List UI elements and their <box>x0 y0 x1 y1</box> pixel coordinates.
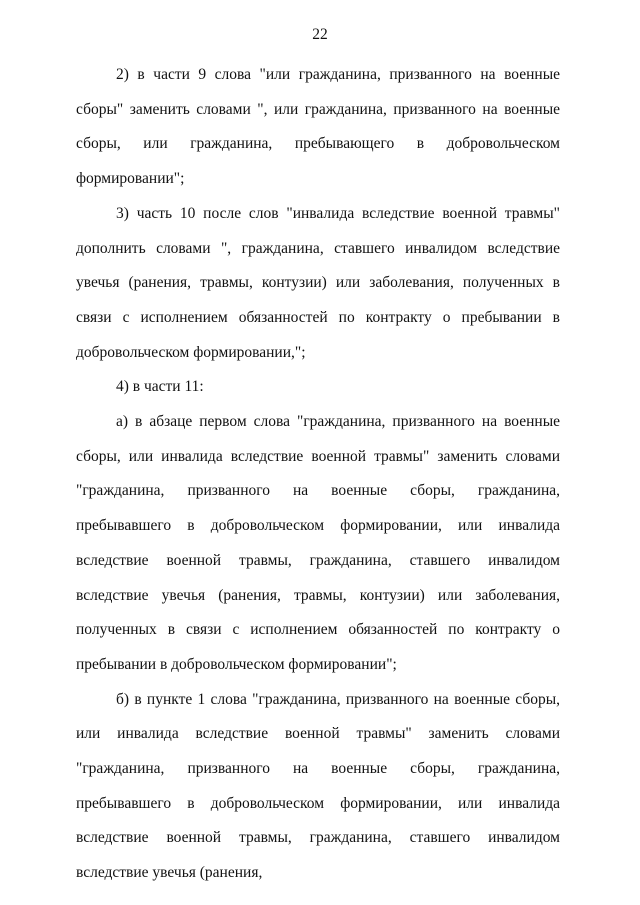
page-number: 22 <box>312 26 328 43</box>
paragraph-item-3: 3) часть 10 после слов "инвалида вследствие военной травмы" дополнить словами ", гражданина, ставшего инвалидом вследствие увечья (ранения, травмы, контузии) или заболевания, полученных в связи с исполнением обязанностей по контракту о пребывании в добровольческом формировании,"; <box>76 204 560 361</box>
document-body <box>76 58 560 891</box>
paragraph-subitem-b: б) в пункте 1 слова "гражданина, призванного на военные сборы, или инвалида вследствие военной травмы" заменить словами "гражданина, призванного на военные сборы, гражданина, пребывавшего в добровольческом формировании, или инвалида вследствие военной травмы, гражданина, ставшего инвалидом вследствие увечья (ранения, <box>76 690 560 882</box>
paragraph-subitem-a: а) в абзаце первом слова "гражданина, призванного на военные сборы, или инвалида вследствие военной травмы" заменить словами "гражданина, призванного на военные сборы, гражданина, пребывавшего в добровольческом формировании, или инвалида вследствие военной травмы, гражданина, ставшего инвалидом вследствие увечья (ранения, травмы, контузии) или заболевания, полученных в связи с исполнением обязанностей по контракту о пребывании в добровольческом формировании"; <box>76 413 560 673</box>
paragraph-item-2: 2) в части 9 слова "или гражданина, призванного на военные сборы" заменить словами ", или гражданина, призванного на военные сборы, или гражданина, пребывающего в добровольческом формировании"; <box>76 66 560 188</box>
paragraph-item-4: 4) в части 11: <box>116 378 204 396</box>
